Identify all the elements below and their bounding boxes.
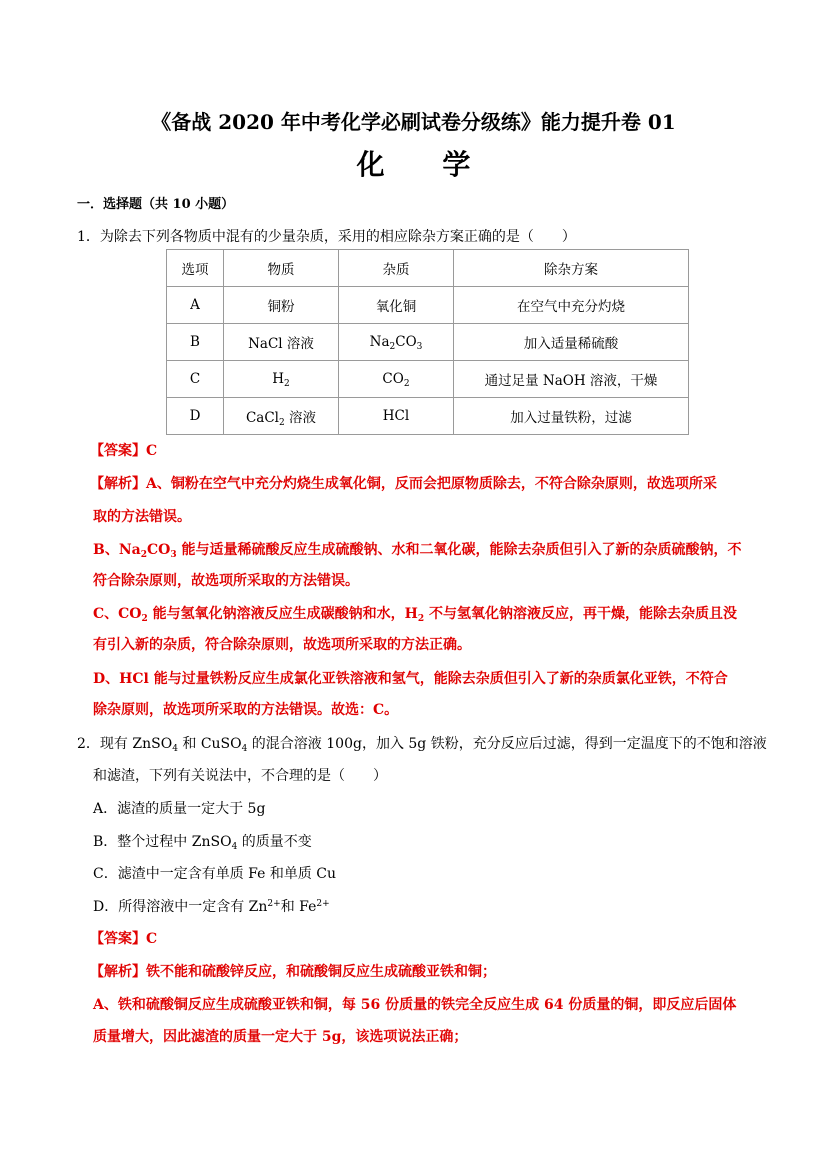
table-cell-method: 加入适量稀硫酸 bbox=[454, 324, 689, 361]
document-title: 《备战 2020 年中考化学必刷试卷分级练》能力提升卷 01 bbox=[151, 110, 676, 134]
table-row bbox=[167, 324, 689, 361]
table-row bbox=[167, 398, 689, 435]
question-2-option-c: C．滤渣中一定含有单质 Fe 和单质 Cu bbox=[93, 866, 337, 882]
table-cell-impurity: $Na_2CO_3$ bbox=[339, 324, 454, 361]
table-cell-option: B bbox=[167, 324, 224, 361]
question-1-analysis-d: D、HCl 能与过量铁粉反应生成氯化亚铁溶液和氢气，能除去杂质但引入了新的杂质氯化亚铁，不符合 bbox=[93, 671, 728, 687]
question-2-stem-cont: 和滤渣，下列有关说法中，不合理的是（ ） bbox=[93, 768, 387, 784]
table-cell-method: 加入过量铁粉，过滤 bbox=[454, 398, 689, 435]
table-header-cell: 杂质 bbox=[339, 250, 454, 287]
question-1-analysis-c: C、$CO_2$ 能与氢氧化钠溶液反应生成碳酸钠和水，$H_2$ 不与氢氧化钠溶液反应，再干燥，能除去杂质且没 bbox=[93, 606, 737, 624]
table-cell-substance: NaCl 溶液 bbox=[224, 324, 339, 361]
analysis-label: 【解析】 bbox=[90, 476, 146, 492]
table-cell-substance: 铜粉 bbox=[224, 287, 339, 324]
question-1-analysis-b: B、$Na_2CO_3$ 能与适量稀硫酸反应生成硫酸钠、水和二氧化碳，能除去杂质但引入了新的杂质硫酸钠，不 bbox=[93, 542, 742, 560]
question-2-option-a: A．滤渣的质量一定大于 5g bbox=[93, 801, 266, 817]
question-2-analysis-a-cont: 质量增大，因此滤渣的质量一定大于 5g，该选项说法正确； bbox=[93, 1029, 468, 1045]
question-1-analysis-d-cont: 除杂原则，故选项所采取的方法错误。故选：C。 bbox=[93, 702, 399, 718]
table-cell-substance: CaCl$_2$ 溶液 bbox=[224, 398, 339, 435]
question-2-option-b: B．整个过程中 ZnSO$_4$ 的质量不变 bbox=[93, 834, 312, 852]
question-2-analysis-a: A、铁和硫酸铜反应生成硫酸亚铁和铜，每 56 份质量的铁完全反应生成 64 份质量的铜，即反应后固体 bbox=[93, 997, 737, 1013]
table-cell-option: D bbox=[167, 398, 224, 435]
purification-table bbox=[166, 249, 689, 435]
question-1-analysis-a: 【解析】A、铜粉在空气中充分灼烧生成氧化铜，反而会把原物质除去，不符合除杂原则，故选项所采 bbox=[90, 476, 717, 492]
table-cell-impurity: 氧化铜 bbox=[339, 287, 454, 324]
table-row bbox=[167, 287, 689, 324]
question-1-text: 为除去下列各物质中混有的少量杂质，采用的相应除杂方案正确的是（ ） bbox=[99, 229, 576, 245]
table-cell-option: A bbox=[167, 287, 224, 324]
table-cell-substance: $H_2$ bbox=[224, 361, 339, 398]
question-2-number: 2． bbox=[77, 736, 100, 752]
analysis-label: 【解析】 bbox=[90, 964, 146, 980]
table-cell-impurity: $CO_2$ bbox=[339, 361, 454, 398]
question-1-analysis-a-cont: 取的方法错误。 bbox=[93, 509, 191, 525]
question-2-option-d: D．所得溶液中一定含有 $Zn^{2+}$和 $Fe^{2+}$ bbox=[93, 899, 330, 915]
subject-heading: 化 学 bbox=[356, 148, 495, 181]
question-2-answer: 【答案】C bbox=[90, 931, 158, 947]
question-2-analysis: 【解析】铁不能和硫酸锌反应，和硫酸铜反应生成硫酸亚铁和铜； bbox=[90, 964, 496, 980]
table-cell-option: C bbox=[167, 361, 224, 398]
question-1-stem bbox=[77, 227, 576, 247]
question-1-analysis-b-cont: 符合除杂原则，故选项所采取的方法错误。 bbox=[93, 573, 359, 589]
question-1-answer: 【答案】C bbox=[90, 443, 158, 459]
question-1-number: 1． bbox=[77, 229, 100, 245]
table-header-cell: 选项 bbox=[167, 250, 224, 287]
section-heading: 一．选择题（共 10 小题） bbox=[77, 197, 235, 212]
table-header-row bbox=[167, 250, 689, 287]
table-header-cell: 除杂方案 bbox=[454, 250, 689, 287]
table-row bbox=[167, 361, 689, 398]
table-cell-method: 在空气中充分灼烧 bbox=[454, 287, 689, 324]
table-header-cell: 物质 bbox=[224, 250, 339, 287]
question-1-analysis-c-cont: 有引入新的杂质，符合除杂原则，故选项所采取的方法正确。 bbox=[93, 637, 471, 653]
table-cell-method: 通过足量 NaOH 溶液，干燥 bbox=[454, 361, 689, 398]
question-2-stem: 2．现有 ZnSO$_4$ 和 CuSO$_4$ 的混合溶液 100g，加入 5g 铁粉，充分反应后过滤，得到一定温度下的不饱和溶液 bbox=[77, 736, 767, 754]
table-cell-impurity: HCl bbox=[339, 398, 454, 435]
